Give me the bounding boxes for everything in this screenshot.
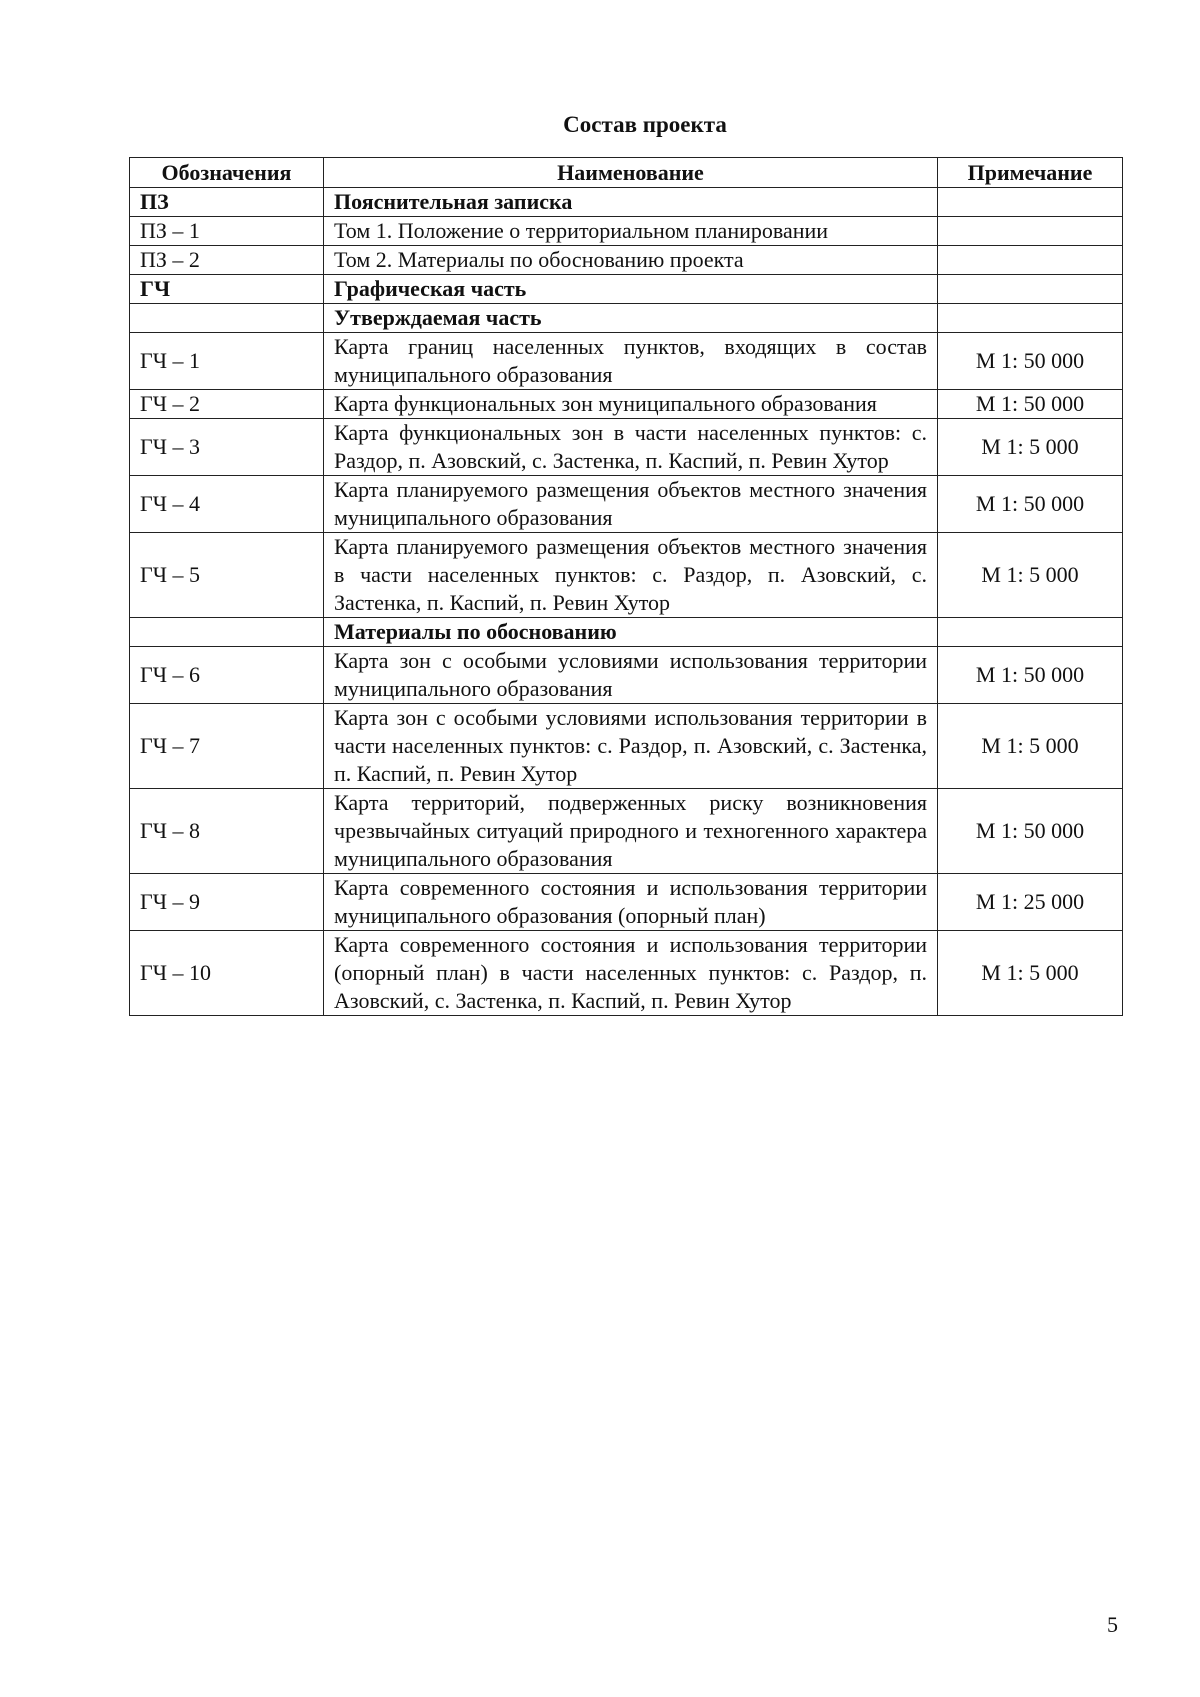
note-cell — [938, 275, 1123, 304]
designation-cell: ПЗ – 2 — [130, 246, 324, 275]
note-cell: М 1: 5 000 — [938, 931, 1123, 1016]
name-cell: Карта зон с особыми условиями использования территории муниципального образования — [324, 647, 938, 704]
name-cell: Графическая часть — [324, 275, 938, 304]
name-cell: Карта современного состояния и использования территории (опорный план) в части населенных пунктов: с. Раздор, п. Азовский, с. Застенка, п. Каспий, п. Ревин Хутор — [324, 931, 938, 1016]
designation-cell: ГЧ – 8 — [130, 789, 324, 874]
designation-cell — [130, 618, 324, 647]
page-number: 5 — [1107, 1612, 1118, 1637]
note-cell: М 1: 25 000 — [938, 874, 1123, 931]
name-cell: Карта границ населенных пунктов, входящих в состав муниципального образования — [324, 333, 938, 390]
name-cell: Карта функциональных зон муниципального образования — [324, 390, 938, 419]
note-cell — [938, 618, 1123, 647]
table-row-section — [130, 618, 1123, 647]
note-cell: М 1: 5 000 — [938, 419, 1123, 476]
table-row-item — [130, 390, 1123, 419]
designation-cell: ГЧ – 2 — [130, 390, 324, 419]
page-title: Состав проекта — [563, 112, 727, 137]
designation-cell: ПЗ – 1 — [130, 217, 324, 246]
table-row-item — [130, 246, 1123, 275]
table-row-item — [130, 789, 1123, 874]
note-cell: М 1: 50 000 — [938, 647, 1123, 704]
designation-cell: ГЧ – 6 — [130, 647, 324, 704]
designation-cell — [130, 304, 324, 333]
name-cell: Карта современного состояния и использования территории муниципального образования (опорный план) — [324, 874, 938, 931]
table-row-item — [130, 704, 1123, 789]
table-row-group — [130, 188, 1123, 217]
table-header-row — [130, 158, 1123, 188]
name-cell: Утверждаемая часть — [324, 304, 938, 333]
table-row-section — [130, 304, 1123, 333]
designation-cell: ГЧ – 3 — [130, 419, 324, 476]
name-cell: Карта планируемого размещения объектов местного значения муниципального образования — [324, 476, 938, 533]
note-cell: М 1: 5 000 — [938, 704, 1123, 789]
designation-cell: ПЗ — [130, 188, 324, 217]
designation-cell: ГЧ – 4 — [130, 476, 324, 533]
note-cell: М 1: 50 000 — [938, 333, 1123, 390]
table-row-item — [130, 533, 1123, 618]
table-row-item — [130, 419, 1123, 476]
note-cell: М 1: 50 000 — [938, 390, 1123, 419]
note-cell: М 1: 5 000 — [938, 533, 1123, 618]
column-header-name: Наименование — [324, 158, 938, 188]
column-header-note: Примечание — [938, 158, 1123, 188]
designation-cell: ГЧ — [130, 275, 324, 304]
name-cell: Карта зон с особыми условиями использования территории в части населенных пунктов: с. Раздор, п. Азовский, с. Застенка, п. Каспий, п. Ревин Хутор — [324, 704, 938, 789]
name-cell: Пояснительная записка — [324, 188, 938, 217]
name-cell: Карта планируемого размещения объектов местного значения в части населенных пунктов: с. Раздор, п. Азовский, с. Застенка, п. Каспий, п. Ревин Хутор — [324, 533, 938, 618]
note-cell — [938, 217, 1123, 246]
name-cell: Карта функциональных зон в части населенных пунктов: с. Раздор, п. Азовский, с. Застенка, п. Каспий, п. Ревин Хутор — [324, 419, 938, 476]
table-row-item — [130, 217, 1123, 246]
designation-cell: ГЧ – 1 — [130, 333, 324, 390]
table-row-item — [130, 333, 1123, 390]
note-cell — [938, 304, 1123, 333]
name-cell: Том 2. Материалы по обоснованию проекта — [324, 246, 938, 275]
table-row-item — [130, 874, 1123, 931]
designation-cell: ГЧ – 9 — [130, 874, 324, 931]
note-cell — [938, 246, 1123, 275]
note-cell: М 1: 50 000 — [938, 789, 1123, 874]
designation-cell: ГЧ – 10 — [130, 931, 324, 1016]
note-cell: М 1: 50 000 — [938, 476, 1123, 533]
table-row-item — [130, 476, 1123, 533]
name-cell: Том 1. Положение о территориальном планировании — [324, 217, 938, 246]
table-row-group — [130, 275, 1123, 304]
project-composition-table — [129, 157, 1123, 1016]
table-row-item — [130, 931, 1123, 1016]
note-cell — [938, 188, 1123, 217]
table-row-item — [130, 647, 1123, 704]
name-cell: Карта территорий, подверженных риску возникновения чрезвычайных ситуаций природного и техногенного характера муниципального образования — [324, 789, 938, 874]
designation-cell: ГЧ – 7 — [130, 704, 324, 789]
name-cell: Материалы по обоснованию — [324, 618, 938, 647]
designation-cell: ГЧ – 5 — [130, 533, 324, 618]
column-header-designation: Обозначения — [130, 158, 324, 188]
